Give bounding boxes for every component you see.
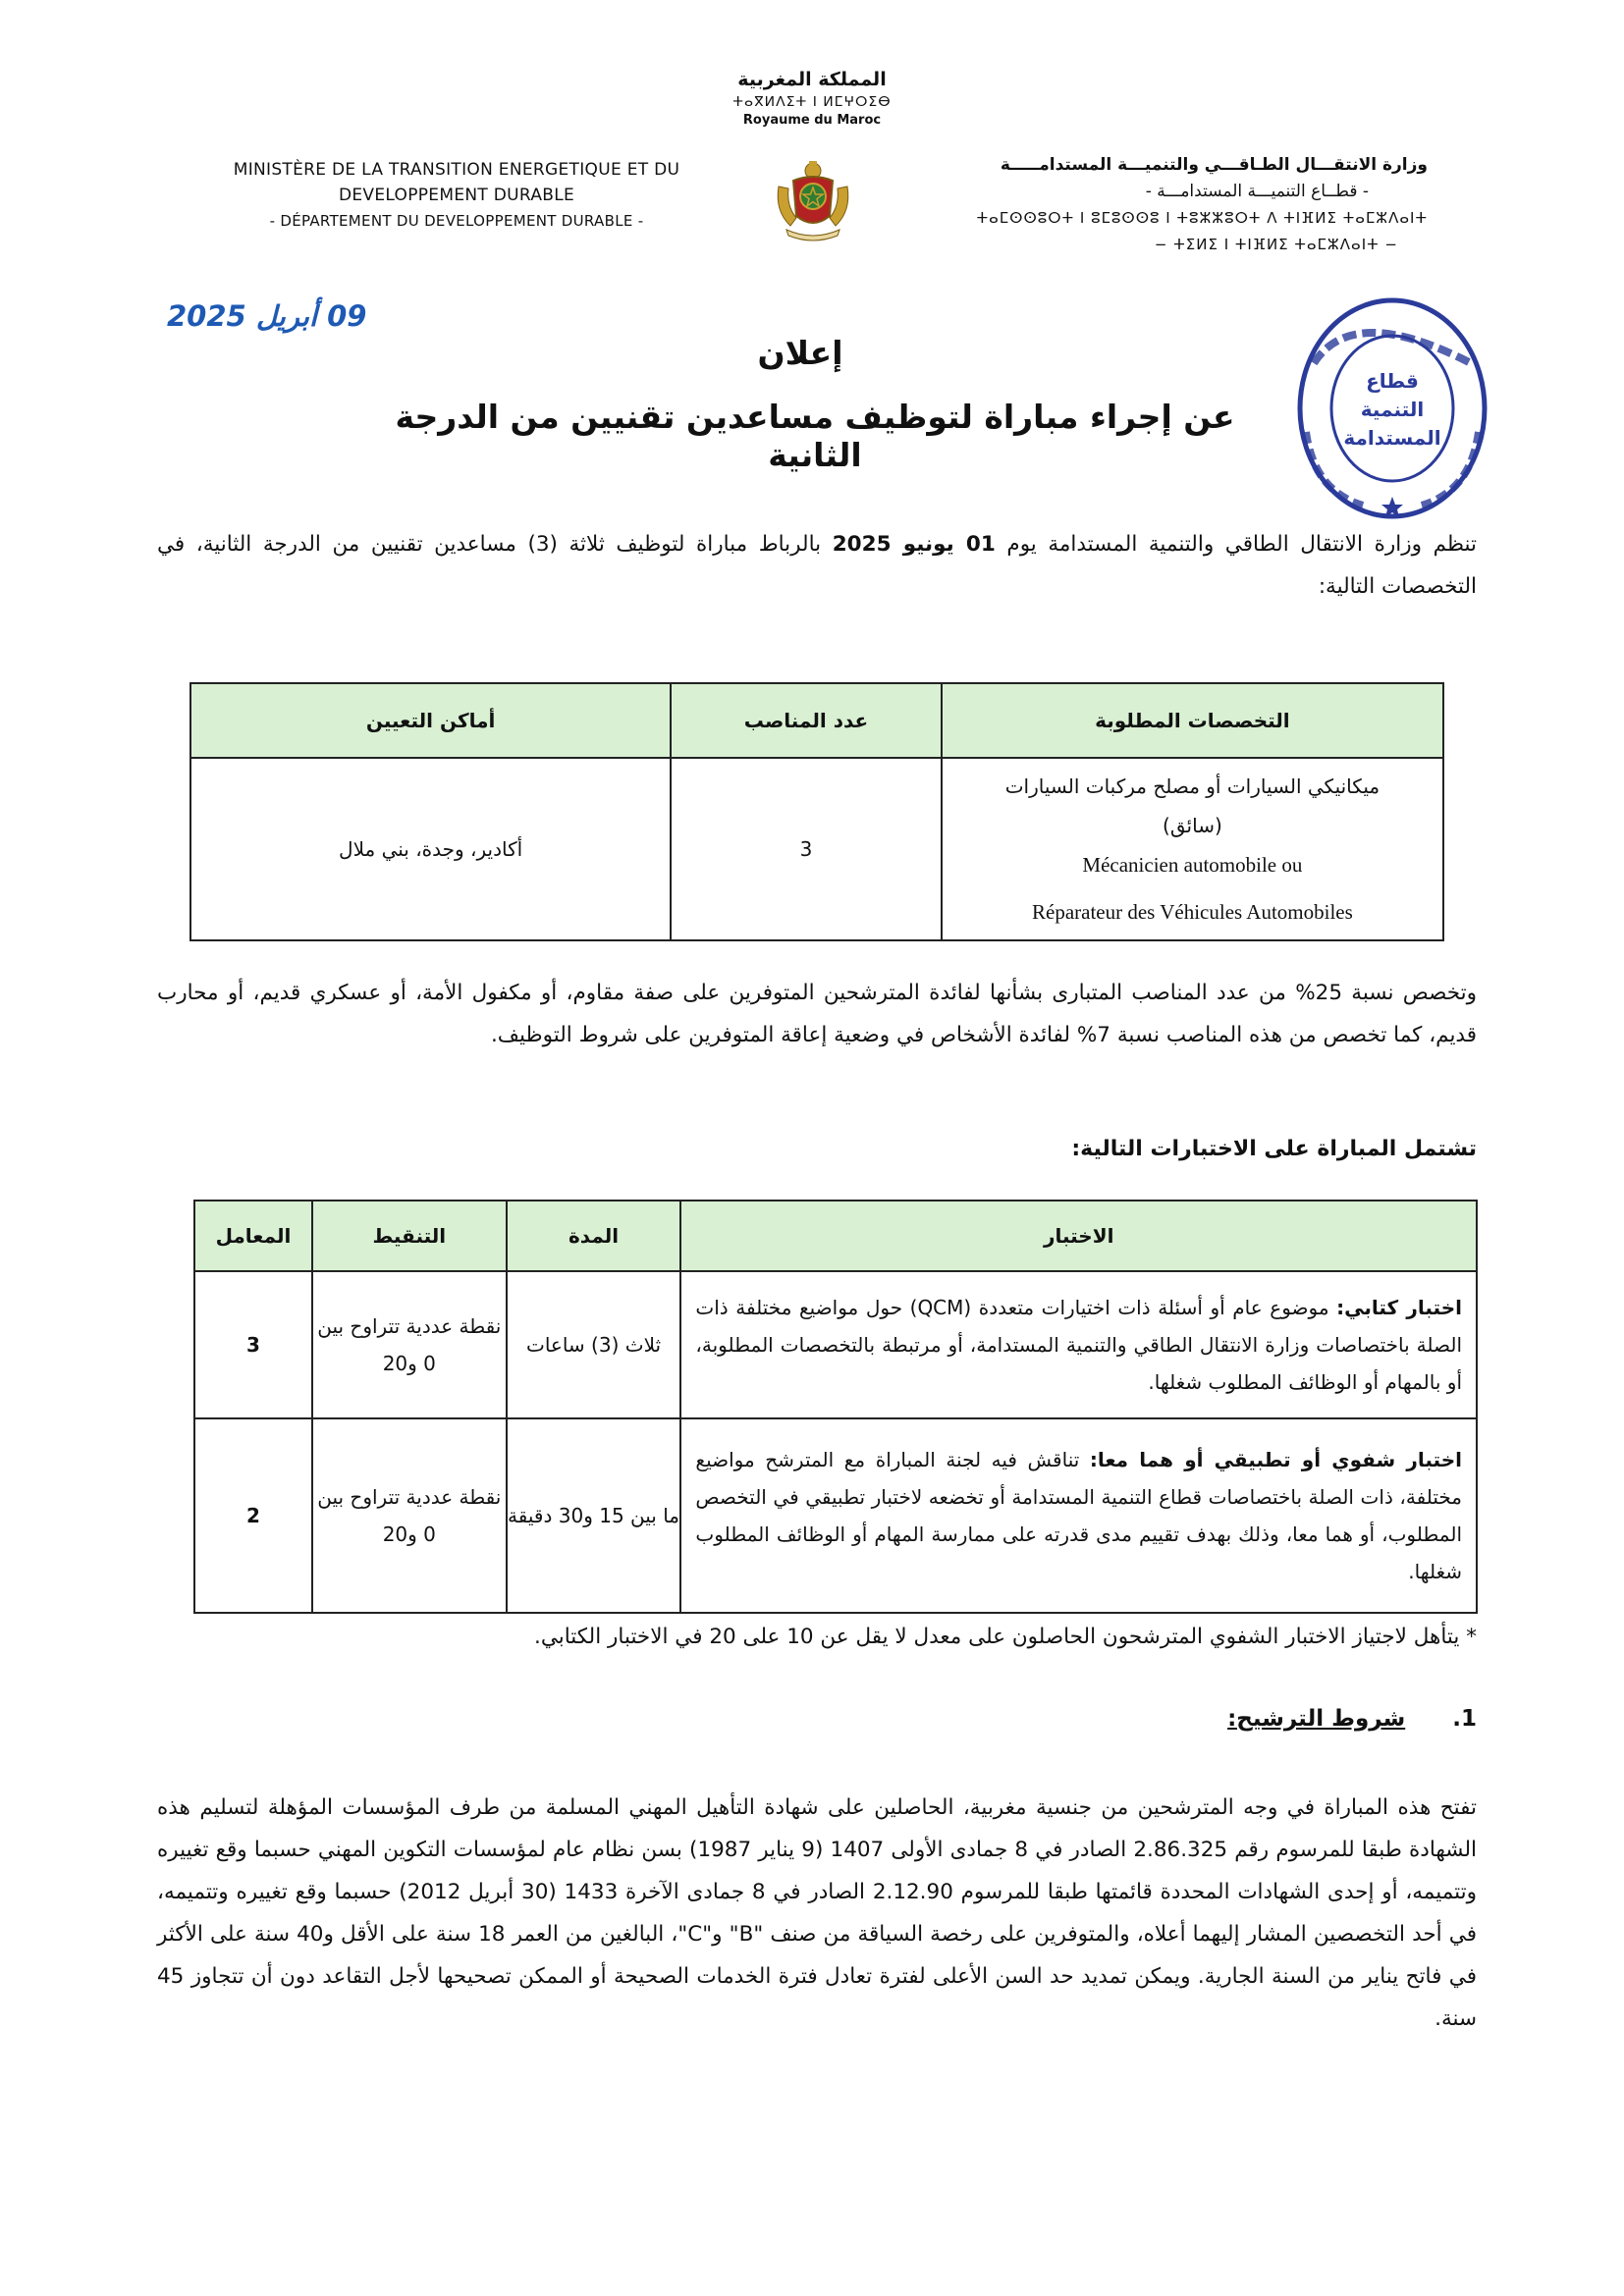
test-desc: تناقش فيه لجنة المباراة مع المترشح مواضيع مختلفة، ذات الصلة باختصاصات قطاع التنمية المستدامة أو تخضعه لاختبار تطبيقي في التخصص المطلوب، أو هما معا، وذلك بهدف تقييم مدى قدرته على ممارسة المهام أو الوظائف المطلوب شغلها.	[695, 1448, 1462, 1583]
spec-header-locations: أماكن التعيين	[190, 683, 671, 758]
section-number: 1.	[1452, 1706, 1477, 1732]
oral-exam-note: * يتأهل لاجتياز الاختبار الشفوي المترشحون الحاصلون على معدل لا يقل عن 10 على 20 في الاختبار الكتابي.	[534, 1625, 1477, 1649]
test-grading: نقطة عددية تتراوح بين 0 و20	[312, 1418, 507, 1613]
test-duration: ثلاث (3) ساعات	[507, 1271, 681, 1418]
tests-table	[193, 1200, 1478, 1614]
conditions-paragraph: تفتح هذه المباراة في وجه المترشحين من جنسية مغربية، الحاصلين على شهادة التأهيل المهني المسلمة من طرف المؤسسات المؤهلة لتسليم هذه الشهادة طبقا للمرسوم رقم 2.86.325 الصادر في 8 جمادى الأولى 1407 (9 يناير 1987) بسن نظام عام لمؤسسات التكوين المهني حسبما وقع تغييره وتتميمه، أو إحدى الشهادات المحددة قائمتها طبقا للمرسوم 2.12.90 الصادر في 8 جمادى الآخرة 1433 (30 أبريل 2012) حسبما وقع تغييره وتتميمه، في أحد التخصصين المشار إليهما أعلاه، والمتوفرين على رخصة السياقة من صنف "B" و"C"، البالغين من العمر 18 سنة على الأقل و40 سنة على الأكثر في فاتح يناير من السنة الجارية. ويمكن تمديد حد السن الأعلى لفترة تعادل فترة الخدمات الصحيحة أو الممكن تصحيحها لأجل التقاعد دون أن تتجاوز 45 سنة.	[157, 1795, 1477, 2031]
test-lead: اختبار شفوي أو تطبيقي أو هما معا:	[1089, 1448, 1462, 1471]
svg-text:التنمية: التنمية	[1360, 398, 1425, 421]
svg-text:المستدامة: المستدامة	[1343, 426, 1441, 450]
department-seal-stamp	[1294, 294, 1490, 522]
quota-paragraph: وتخصص نسبة 25% من عدد المناصب المتبارى بشأنها لفائدة المترشحين المتوفرين على صفة مقاوم، أو مكفول الأمة، أو عسكري قديم، أو محارب قديم، كما تخصص من هذه المناصب نسبة 7% لفائدة الأشخاص في وضعية إعاقة المتوفرين على شروط التوظيف.	[157, 981, 1478, 1047]
tests-header-test: الاختبار	[680, 1201, 1477, 1271]
announcement-subtitle: عن إجراء مباراة لتوظيف مساعدين تقنيين من الدرجة الثانية	[395, 398, 1235, 474]
test-grading: نقطة عددية تتراوح بين 0 و20	[312, 1271, 507, 1418]
kingdom-ar: المملكة المغربية	[737, 69, 887, 90]
test-description	[680, 1418, 1477, 1613]
coat-of-arms-emblem	[769, 157, 857, 245]
section-label: شروط الترشيح:	[1227, 1706, 1406, 1732]
spec-header-positions: عدد المناصب	[671, 683, 942, 758]
kingdom-header	[714, 67, 910, 130]
table-row	[194, 1271, 1477, 1418]
intro-text-a: تنظم وزارة الانتقال الطاقي والتنمية المستدامة يوم	[995, 532, 1477, 557]
ministry-ar-line1: وزارة الانتقـــال الطـاقـــي والتنميـــة المستدامـــــة	[1000, 155, 1428, 175]
kingdom-tifinagh: ⵜⴰⴳⵍⴷⵉⵜ ⵏ ⵍⵎⵖⵔⵉⴱ	[732, 94, 892, 110]
kingdom-fr: Royaume du Maroc	[742, 113, 882, 128]
tests-heading: تشتمل المباراة على الاختبارات التالية:	[1071, 1137, 1477, 1161]
table-row	[190, 758, 1443, 940]
ministry-fr-line3: - DÉPARTEMENT DU DEVELOPPEMENT DURABLE -	[269, 212, 644, 230]
svg-text:قطاع: قطاع	[1366, 369, 1419, 393]
specialty-fr-1: Mécanicien automobile ou	[1082, 853, 1303, 877]
announcement-title: إعلان	[757, 334, 843, 372]
spec-cell-positions: 3	[671, 758, 942, 940]
spec-cell-specialty	[942, 758, 1443, 940]
test-coefficient: 3	[194, 1271, 312, 1418]
tests-header-duration: المدة	[507, 1201, 681, 1271]
tests-header-grading: التنقيط	[312, 1201, 507, 1271]
table-row	[194, 1418, 1477, 1613]
ministry-header-ar	[917, 152, 1428, 258]
specialty-ar-1: ميكانيكي السيارات أو مصلح مركبات السيارات	[1004, 774, 1380, 798]
specialty-ar-2: (سائق)	[1163, 814, 1222, 837]
test-description	[680, 1271, 1477, 1418]
intro-text-b: بالرباط مباراة لتوظيف ثلاثة (3) مساعدين تقنيين من الدرجة الثانية، في التخصصات التالية:	[157, 532, 1477, 599]
ministry-fr-line1: MINISTÈRE DE LA TRANSITION ENERGETIQUE ET DU	[233, 160, 680, 180]
test-duration: ما بين 15 و30 دقيقة	[507, 1418, 681, 1613]
test-desc: موضوع عام أو أسئلة ذات اختيارات متعددة (QCM) حول مواضيع مختلفة ذات الصلة باختصاصات وزارة الانتقال الطاقي والتنمية المستدامة، أو مرتبطة بالتخصصات المطلوبة، أو بالمهام أو الوظائف المطلوب شغلها.	[695, 1296, 1462, 1394]
section-heading	[157, 1706, 1477, 1732]
ministry-header-fr	[211, 157, 702, 234]
test-coefficient: 2	[194, 1418, 312, 1613]
ministry-tifinagh-line2: − ⵜⵉⵍⵉ ⵏ ⵜⵏⴼⵍⵉ ⵜⴰⵎⵣⴷⴰⵏⵜ −	[1154, 236, 1398, 253]
test-lead: اختبار كتابي:	[1336, 1296, 1462, 1319]
tests-header-coefficient: المعامل	[194, 1201, 312, 1271]
specialty-fr-2: Réparateur des Véhicules Automobiles	[1032, 900, 1353, 924]
announcement-date: 09 أبريل 2025	[167, 299, 367, 333]
spec-cell-locations: أكادير، وجدة، بني ملال	[190, 758, 671, 940]
ministry-ar-line2: - قطــاع التنميـــة المستدامـــة -	[1145, 182, 1369, 201]
spec-header-specialty: التخصصات المطلوبة	[942, 683, 1443, 758]
specialties-table	[189, 682, 1444, 941]
intro-date: 01 يونيو 2025	[832, 532, 996, 557]
ministry-tifinagh-line1: ⵜⴰⵎⵙⵙⵓⵔⵜ ⵏ ⵓⵎⵓⵙⵙⵓ ⵏ ⵜⵓⵣⵣⵓⵔⵜ ⴷ ⵜⵏⴼⵍⵉ ⵜⴰⵎⵣⴷⴰⵏⵜ	[976, 209, 1428, 227]
intro-paragraph	[157, 523, 1477, 608]
ministry-fr-line2: DEVELOPPEMENT DURABLE	[338, 186, 575, 205]
